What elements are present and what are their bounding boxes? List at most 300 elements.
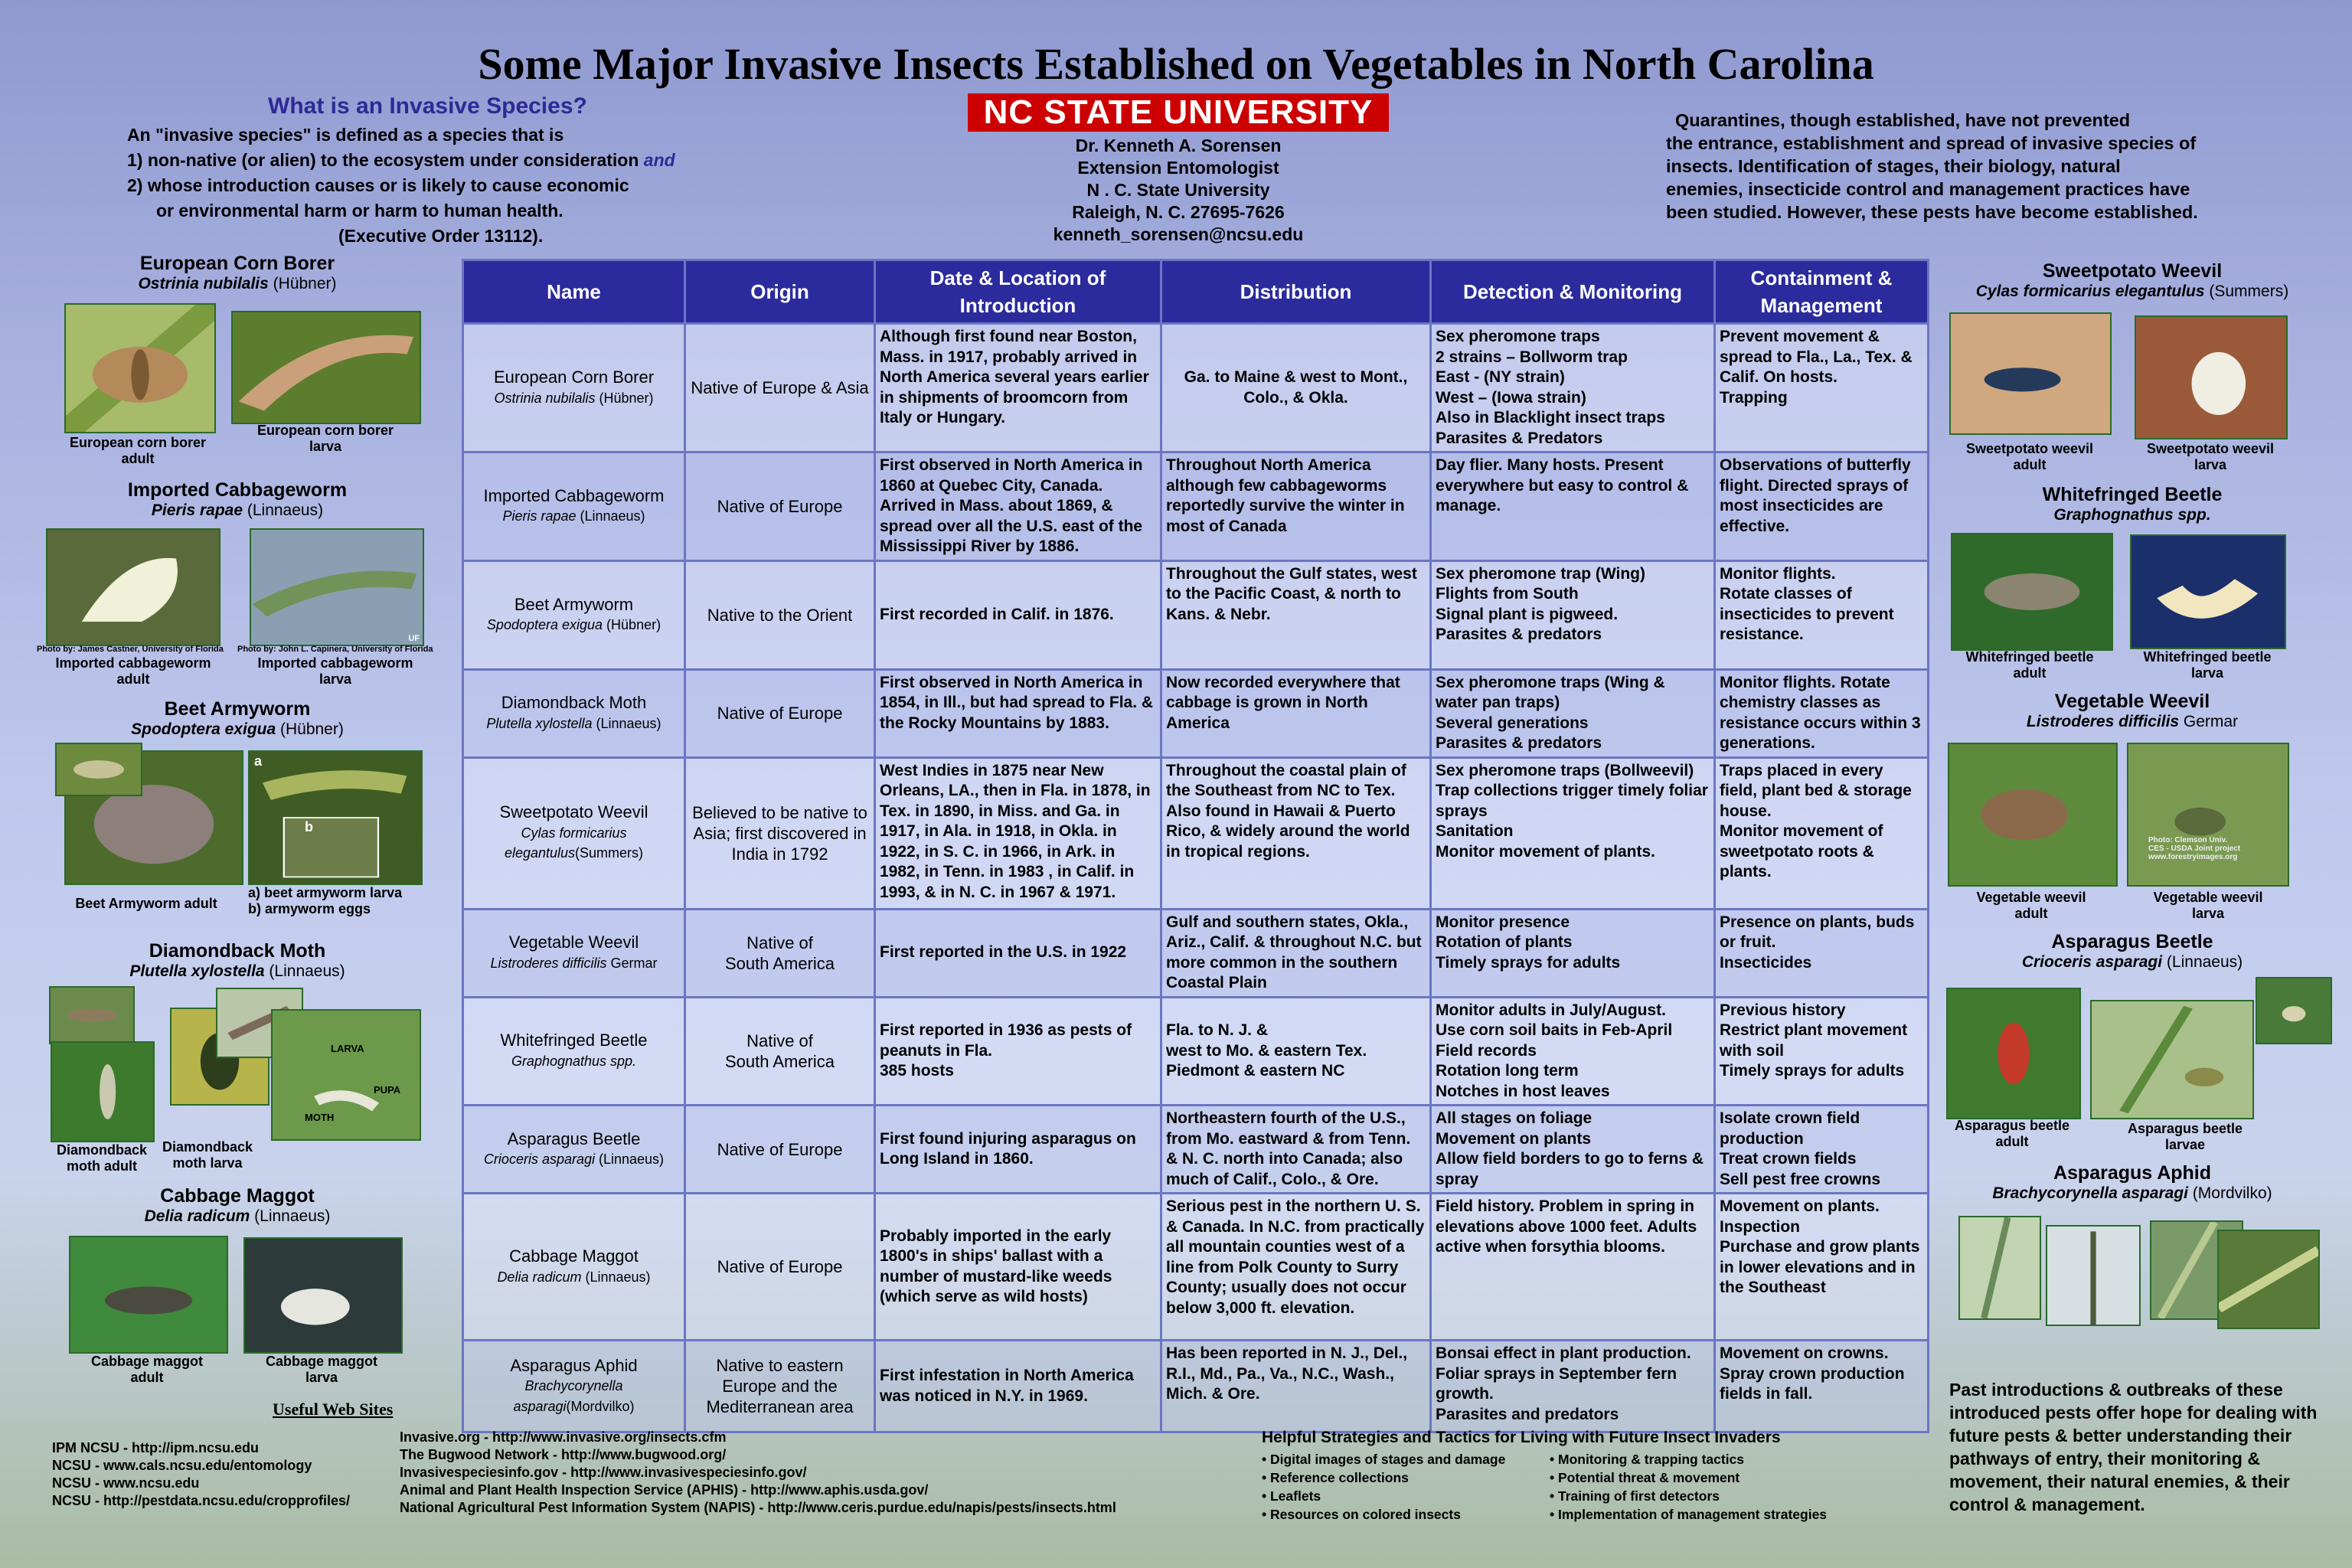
common-name: Sweetpotato Weevil	[499, 802, 648, 822]
distribution-text: Gulf and southern states, Okla., Ariz., Calif. & throughout N.C. but more common in the southern Coastal Plain	[1166, 913, 1422, 991]
cell-introduction	[875, 997, 1161, 1106]
strategies-col1	[1262, 1450, 1553, 1524]
distribution-text: Has been reported in N. J., Del., R.I., Md., Pa., Va., N.C., Wash., Mich. & Ore.	[1166, 1344, 1408, 1403]
web-link[interactable]: NCSU - www.ncsu.edu	[52, 1475, 200, 1491]
distribution-text: Ga. to Maine & west to Mont., Colo., & Okla.	[1184, 368, 1408, 407]
sci-author: (Linnaeus)	[592, 715, 662, 731]
sci-name: Listroderes difficilis	[2026, 713, 2180, 730]
detection-text: All stages on foliage Movement on plants Allow field borders to go to ferns & spray	[1436, 1109, 1704, 1188]
sci-author: (Linnaeus)	[250, 1207, 331, 1225]
detection-text: Sex pheromone traps 2 strains – Bollworm trap East - (NY strain) West – (Iowa strain) Also in Blacklight insect traps Parasites & Predators	[1436, 328, 1665, 447]
sci-author: (Summers)	[575, 845, 644, 861]
sci-author: (Hübner)	[276, 720, 344, 738]
strategy-item: • Implementation of management strategies	[1550, 1507, 1828, 1522]
table-row	[463, 669, 1929, 757]
common-name: Cabbage Maggot	[509, 1246, 639, 1266]
cell-name	[463, 1194, 685, 1341]
cell-name	[463, 324, 685, 452]
wfb-sciname	[1929, 506, 2335, 524]
sci-name-line	[468, 1267, 680, 1288]
cell-distribution	[1161, 1194, 1431, 1341]
spw-adult-caption: Sweetpotato weevil adult	[1965, 441, 2094, 472]
cell-detection	[1431, 909, 1715, 997]
sci-author: (Linnaeus)	[595, 1152, 665, 1167]
sci-name-line	[468, 615, 680, 635]
sci-name: Graphognathus spp.	[2053, 506, 2211, 524]
larva-label: LARVA	[331, 1043, 364, 1054]
icw-larva-photo	[250, 528, 424, 646]
wfb-title	[1929, 484, 2335, 524]
web-link[interactable]: NCSU - www.cals.ncsu.edu/entomology	[52, 1458, 312, 1473]
cm-title	[31, 1185, 444, 1226]
spw-heading: Sweetpotato Weevil	[2042, 260, 2223, 282]
origin-text: Native of Europe	[717, 496, 843, 516]
aa-photo-4	[2217, 1230, 2320, 1329]
pupa-label: PUPA	[374, 1084, 401, 1096]
ab-larvae-caption: Asparagus beetle larvae	[2127, 1121, 2243, 1152]
quarantine-line: insects. Identification of stages, their biology, natural	[1666, 156, 2121, 176]
web-link[interactable]: National Agricultural Pest Information System (NAPIS) - http://www.ceris.purdue.edu/napis/pests/insects.html	[400, 1500, 1116, 1515]
detection-text: Monitor presence Rotation of plants Timely sprays for adults	[1436, 913, 1621, 972]
helpful-strategies-heading: Helpful Strategies and Tactics for Living with Future Insect Invaders	[1262, 1429, 1781, 1446]
containment-text: Movement on crowns. Spray crown production fields in fall.	[1720, 1344, 1905, 1403]
cell-containment	[1715, 997, 1929, 1106]
dbm-sciname	[31, 962, 444, 981]
sci-author: (Mordvilko)	[566, 1398, 635, 1414]
intro-text: First reported in the U.S. in 1922	[880, 943, 1127, 962]
cell-containment	[1715, 1106, 1929, 1194]
intro-text: First reported in 1936 as pests of peanuts in Fla. 385 hosts	[880, 1021, 1132, 1080]
common-name: Imported Cabbageworm	[483, 485, 665, 505]
cell-detection	[1431, 1194, 1715, 1341]
photo-credit: Photo by: John L. Capinera, University of Florida	[237, 645, 433, 654]
cell-detection	[1431, 669, 1715, 757]
detection-text: Bonsai effect in plant production. Foliar sprays in September fern growth. Parasites and predators	[1436, 1344, 1691, 1423]
sci-name: Ostrinia nubilalis	[494, 390, 596, 406]
cell-name	[463, 560, 685, 669]
col-header-containment: Containment & Management	[1715, 260, 1929, 324]
sci-name: Cylas formicarius elegantulus	[504, 825, 627, 861]
origin-text: Native of South America	[724, 1031, 835, 1071]
ab-heading: Asparagus Beetle	[2051, 931, 2213, 952]
cell-detection	[1431, 560, 1715, 669]
strategy-item: • Digital images of stages and damage	[1262, 1452, 1506, 1467]
cell-origin	[685, 1341, 875, 1432]
ecb-larva-caption: European corn borer larva	[256, 423, 394, 454]
table-row	[463, 997, 1929, 1106]
sci-author: (Linnaeus)	[264, 962, 345, 980]
cell-detection	[1431, 1106, 1715, 1194]
vw-heading: Vegetable Weevil	[2054, 691, 2210, 712]
vw-larva-caption: Vegetable weevil larva	[2153, 890, 2263, 921]
ncsu-logo: NC STATE UNIVERSITY	[968, 93, 1389, 132]
definition-line: 2) whose introduction causes or is likely to cause economic	[127, 175, 629, 195]
sci-author: (Hübner)	[268, 275, 337, 292]
cell-name	[463, 1106, 685, 1194]
origin-text: Native of Europe	[717, 1139, 843, 1159]
strategy-item: • Reference collections	[1262, 1470, 1409, 1485]
spw-adult-photo	[1949, 312, 2112, 435]
ab-title	[1929, 931, 2335, 972]
intro-text: First recorded in Calif. in 1876.	[880, 605, 1114, 623]
cell-introduction	[875, 1106, 1161, 1194]
baw-sciname	[31, 720, 444, 739]
cell-origin	[685, 997, 875, 1106]
spw-title	[1929, 260, 2335, 301]
cell-detection	[1431, 324, 1715, 452]
cell-distribution	[1161, 757, 1431, 909]
sci-name: Delia radicum	[497, 1269, 582, 1285]
spw-larva-caption: Sweetpotato weevil larva	[2146, 441, 2275, 472]
sci-name: Cylas formicarius elegantulus	[1975, 283, 2205, 300]
cell-origin	[685, 1106, 875, 1194]
dbm-stages-photo	[271, 1009, 421, 1141]
icw-sciname	[31, 501, 444, 520]
distribution-text: Throughout the coastal plain of the Southeast from NC to Tex. Also found in Hawaii & Puerto Rico, & widely around the world in tropical regions.	[1166, 761, 1410, 861]
cell-detection	[1431, 997, 1715, 1106]
sci-name: Crioceris asparagi	[2021, 953, 2163, 971]
cell-name	[463, 669, 685, 757]
containment-text: Monitor flights. Rotate classes of insecticides to prevent resistance.	[1720, 564, 1894, 643]
cell-name	[463, 1341, 685, 1432]
aa-title	[1929, 1162, 2335, 1203]
sci-author: (Linnaeus)	[243, 501, 324, 519]
cm-adult-photo	[69, 1236, 228, 1354]
baw-moth-inset-photo	[55, 743, 142, 796]
sci-author: (Hübner)	[595, 390, 654, 406]
dbm-photo-1	[49, 986, 135, 1044]
strategies-col2	[1550, 1450, 1871, 1524]
aa-photo-2	[2046, 1225, 2141, 1326]
origin-text: Believed to be native to Asia; first discovered in India in 1792	[692, 802, 867, 864]
invasive-insects-table	[462, 259, 1929, 1433]
common-name: Beet Armyworm	[514, 594, 634, 614]
cell-name	[463, 757, 685, 909]
baw-larva-caption: a) beet armyworm larva b) armyworm eggs	[248, 885, 403, 916]
photo-credit: Photo: Clemson Univ. CES - USDA Joint project www.forestryimages.org	[2148, 836, 2241, 861]
ecb-larva-photo	[231, 311, 421, 424]
left-panel	[31, 253, 444, 293]
quarantine-line: the entrance, establishment and spread of invasive species of	[1666, 133, 2197, 153]
detection-text: Sex pheromone traps (Bollweevil) Trap collections trigger timely foliar sprays Sanitation Monitor movement of plants.	[1436, 761, 1708, 861]
sci-author: (Linnaeus)	[581, 1269, 651, 1285]
cell-introduction	[875, 1194, 1161, 1341]
web-link[interactable]: NCSU - http://pestdata.ncsu.edu/cropprofiles/	[52, 1493, 351, 1508]
sci-author: (Linnaeus)	[2162, 953, 2243, 971]
containment-text: Traps placed in every field, plant bed & storage house. Monitor movement of sweetpotato roots & plants.	[1720, 761, 1912, 880]
ecb-sciname	[31, 275, 444, 293]
cell-origin	[685, 452, 875, 561]
web-links-col1	[52, 1439, 389, 1510]
intro-text: First observed in North America in 1860 at Quebec City, Canada. Arrived in Mass. about 1869, & spread over all the U.S. east of the Mississippi River by 1886.	[880, 456, 1143, 555]
sci-name: Plutella xylostella	[129, 962, 265, 980]
sci-name: Pieris rapae	[502, 508, 577, 524]
aa-photo-1	[1958, 1216, 2041, 1320]
sci-name-line	[468, 1051, 680, 1072]
detection-text: Sex pheromone trap (Wing) Flights from South Signal plant is pigweed. Parasites & predators	[1436, 564, 1645, 643]
cell-distribution	[1161, 560, 1431, 669]
common-name: Asparagus Beetle	[507, 1129, 641, 1148]
spw-larva-photo	[2135, 315, 2288, 439]
dbm-heading: Diamondback Moth	[149, 940, 326, 962]
ecb-adult-photo	[64, 303, 216, 433]
definition-and: and	[643, 150, 675, 170]
sci-name: Brachycorynella asparagi	[513, 1378, 623, 1414]
cell-distribution	[1161, 909, 1431, 997]
quarantine-line: been studied. However, these pests have become established.	[1666, 202, 2198, 222]
containment-text: Prevent movement & spread to Fla., La., Tex. & Calif. On hosts. Trapping	[1720, 328, 1913, 407]
sci-name: Brachycorynella asparagi	[1992, 1184, 2188, 1202]
cell-origin	[685, 1194, 875, 1341]
sci-author: Germar	[606, 955, 658, 971]
cm-larva-photo	[243, 1237, 403, 1354]
web-link[interactable]: The Bugwood Network - http://www.bugwood.org/	[400, 1447, 727, 1462]
sci-name: Spodoptera exigua	[131, 720, 276, 738]
quarantine-text	[1666, 109, 2278, 224]
origin-text: Native of Europe & Asia	[691, 378, 869, 397]
vw-title	[1929, 691, 2335, 731]
containment-text: Presence on plants, buds or fruit. Insecticides	[1720, 913, 1915, 972]
cell-name	[463, 909, 685, 997]
intro-text: West Indies in 1875 near New Orleans, LA., then in Fla. in 1878, in Tex. in 1890, in Miss. and Ga. in 1917, in Ala. in 1918, in Okla. in 1922, in S. C. in 1966, in Ark. in 1982, in Tenn. in 1983 , in Calif. in 1993, & in N. C. in 1967 & 1971.	[880, 761, 1151, 901]
sci-name-line	[468, 388, 680, 409]
detection-text: Monitor adults in July/August. Use corn soil baits in Feb-April Field records Rotation long term Notches in host leaves	[1436, 1001, 1673, 1100]
common-name: Asparagus Aphid	[510, 1355, 638, 1375]
containment-text: Isolate crown field production Treat crown fields Sell pest free crowns	[1720, 1109, 1881, 1188]
containment-text: Movement on plants. Inspection Purchase and grow plants in lower elevations and in the Southeast	[1720, 1197, 1920, 1296]
origin-text: Native to the Orient	[707, 605, 853, 625]
definition-line: An "invasive species" is defined as a species that is	[127, 125, 564, 145]
cell-introduction	[875, 909, 1161, 997]
author-line: N . C. State University	[1086, 180, 1270, 200]
table-header-row	[463, 260, 1929, 324]
sci-author: (Summers)	[2204, 283, 2289, 300]
containment-text: Monitor flights. Rotate chemistry classes as resistance occurs within 3 generations.	[1720, 673, 1921, 752]
dbm-adult-caption: Diamondback moth adult	[56, 1142, 148, 1174]
cell-introduction	[875, 560, 1161, 669]
cell-containment	[1715, 1194, 1929, 1341]
cell-containment	[1715, 1341, 1929, 1432]
ecb-adult-caption: European corn borer adult	[69, 435, 207, 466]
baw-adult-caption: Beet Armyworm adult	[75, 896, 217, 911]
cell-detection	[1431, 757, 1715, 909]
table-row	[463, 324, 1929, 452]
poster-title: Some Major Invasive Insects Established on Vegetables in North Carolina	[478, 39, 1874, 89]
common-name: Diamondback Moth	[501, 693, 647, 712]
definition-line	[127, 148, 786, 173]
icw-adult-caption: Imported cabbageworm adult	[55, 655, 211, 687]
distribution-text: Now recorded everywhere that cabbage is grown in North America	[1166, 673, 1400, 732]
cell-containment	[1715, 452, 1929, 561]
invasive-definition	[127, 122, 786, 249]
quarantine-line: Quarantines, though established, have not prevented	[1675, 110, 2131, 130]
definition-line: or environmental harm or harm to human health.	[156, 201, 564, 220]
sci-name: Graphognathus spp.	[511, 1053, 637, 1069]
cell-name	[463, 452, 685, 561]
web-link[interactable]: Animal and Plant Health Inspection Service (APHIS) - http://www.aphis.usda.gov/	[400, 1482, 929, 1498]
cell-name	[463, 997, 685, 1106]
strategy-item: • Leaflets	[1262, 1488, 1321, 1504]
label-a: a	[254, 753, 263, 769]
web-links-col2	[400, 1429, 1196, 1517]
cell-distribution	[1161, 997, 1431, 1106]
cell-origin	[685, 669, 875, 757]
invasive-heading: What is an Invasive Species?	[268, 93, 587, 119]
label-b: b	[305, 819, 313, 835]
distribution-text: Throughout North America although few cabbageworms reportedly survive the winter in most of Canada	[1166, 456, 1405, 535]
strategy-item: • Resources on colored insects	[1262, 1507, 1461, 1522]
sci-name-line	[468, 1376, 680, 1416]
sci-author: (Linnaeus)	[576, 508, 645, 524]
web-link[interactable]: Invasivespeciesinfo.gov - http://www.invasivespeciesinfo.gov/	[400, 1465, 807, 1480]
intro-text: First observed in North America in 1854, in Ill., but had spread to Fla. & the Rocky Mountains by 1883.	[880, 673, 1154, 732]
uf-mark: UF	[408, 634, 420, 643]
ab-adult-photo	[1946, 988, 2081, 1119]
table-row	[463, 560, 1929, 669]
col-header-distribution: Distribution	[1161, 260, 1431, 324]
intro-text: Although first found near Boston, Mass. in 1917, probably arrived in North America several years earlier in shipments of broomcorn from Italy or Hungary.	[880, 328, 1149, 426]
origin-text: Native of Europe	[717, 1257, 843, 1276]
strategy-item: • Training of first detectors	[1550, 1488, 1720, 1504]
ab-adult-caption: Asparagus beetle adult	[1954, 1118, 2070, 1149]
sci-name: Listroderes difficilis	[490, 955, 607, 971]
cell-introduction	[875, 669, 1161, 757]
cell-introduction	[875, 757, 1161, 909]
distribution-text: Fla. to N. J. & west to Mo. & eastern Tex. Piedmont & eastern NC	[1166, 1021, 1367, 1080]
strategy-item: • Monitoring & trapping tactics	[1550, 1452, 1745, 1467]
wfb-adult-photo	[1951, 533, 2113, 651]
cell-containment	[1715, 909, 1929, 997]
aa-heading: Asparagus Aphid	[2053, 1162, 2212, 1184]
vw-sciname	[1929, 713, 2335, 731]
origin-text: Native of South America	[724, 933, 835, 973]
intro-text: First found injuring asparagus on Long Island in 1860.	[880, 1129, 1136, 1168]
detection-text: Field history. Problem in spring in elevations above 1000 feet. Adults active when forsythia blooms.	[1436, 1197, 1697, 1256]
common-name: Vegetable Weevil	[508, 933, 639, 952]
dbm-photo-2	[51, 1041, 155, 1142]
author-block	[968, 135, 1389, 246]
cell-containment	[1715, 324, 1929, 452]
icw-title	[31, 479, 444, 520]
sci-name-line	[468, 1149, 680, 1170]
cm-sciname	[31, 1207, 444, 1226]
moth-label: MOTH	[305, 1112, 335, 1123]
sci-name: Spodoptera exigua	[486, 617, 603, 632]
intro-text: First infestation in North America was noticed in N.Y. in 1969.	[880, 1367, 1134, 1405]
cm-heading: Cabbage Maggot	[160, 1185, 315, 1207]
wfb-adult-caption: Whitefringed beetle adult	[1965, 649, 2094, 681]
wfb-larva-photo	[2130, 534, 2286, 649]
photo-credit: Photo by: James Castner, University of Florida	[37, 645, 224, 654]
table-row	[463, 757, 1929, 909]
icw-adult-photo	[46, 528, 220, 646]
dbm-title	[31, 940, 444, 981]
strategy-item: • Potential threat & movement	[1550, 1470, 1740, 1485]
cell-origin	[685, 757, 875, 909]
containment-text: Observations of butterfly flight. Directed sprays of most insecticides are effective.	[1720, 456, 1911, 535]
cell-distribution	[1161, 669, 1431, 757]
sci-name-line	[468, 953, 680, 974]
common-name: Whitefringed Beetle	[500, 1031, 648, 1050]
cell-distribution	[1161, 1106, 1431, 1194]
cell-containment	[1715, 560, 1929, 669]
col-header-introduction: Date & Location of Introduction	[875, 260, 1161, 324]
cell-containment	[1715, 669, 1929, 757]
cell-origin	[685, 909, 875, 997]
table-row	[463, 909, 1929, 997]
cm-larva-caption: Cabbage maggot larva	[265, 1354, 377, 1385]
dbm-larva-caption: Diamondback moth larva	[162, 1139, 253, 1171]
sci-name-line	[468, 714, 680, 734]
icw-larva-caption: Imported cabbageworm larva	[257, 655, 413, 687]
distribution-text: Throughout the Gulf states, west to the Pacific Coast, & north to Kans. & Nebr.	[1166, 564, 1417, 623]
table-row	[463, 1341, 1929, 1432]
sci-name: Ostrinia nubilalis	[138, 275, 269, 292]
cell-detection	[1431, 1341, 1715, 1432]
cell-origin	[685, 324, 875, 452]
sci-author: Germar	[2179, 713, 2239, 730]
aa-sciname	[1929, 1184, 2335, 1203]
sci-name: Pieris rapae	[151, 501, 243, 519]
intro-text: Probably imported in the early 1800's in ships' ballast with a number of mustard-like weeds (which serve as wild hosts)	[880, 1227, 1112, 1305]
author-email: kenneth_sorensen@ncsu.edu	[1053, 224, 1304, 244]
sci-name: Delia radicum	[144, 1207, 250, 1225]
spw-sciname	[1929, 283, 2335, 301]
cell-distribution	[1161, 1341, 1431, 1432]
sci-name-line	[468, 823, 680, 864]
sci-name: Plutella xylostella	[486, 715, 593, 731]
table-row	[463, 1194, 1929, 1341]
table-row	[463, 452, 1929, 561]
col-header-detection: Detection & Monitoring	[1431, 260, 1715, 324]
cell-introduction	[875, 452, 1161, 561]
containment-text: Previous history Restrict plant movement with soil Timely sprays for adults	[1720, 1001, 1908, 1080]
distribution-text: Serious pest in the northern U. S. & Canada. In N.C. from practically all mountain counties west of a line from Polk County to Surry County; usually does not occur below 3,000 ft. elevation.	[1166, 1197, 1425, 1317]
author-line: Dr. Kenneth A. Sorensen	[1075, 136, 1282, 155]
baw-larva-eggs-photo	[248, 750, 423, 885]
table-row	[463, 1106, 1929, 1194]
sci-author: (Hübner)	[603, 617, 662, 632]
baw-heading: Beet Armyworm	[164, 698, 311, 720]
definition-text: 1) non-native (or alien) to the ecosystem under consideration	[127, 150, 639, 170]
col-header-name: Name	[463, 260, 685, 324]
wfb-larva-caption: Whitefringed beetle larva	[2143, 649, 2272, 681]
vw-adult-caption: Vegetable weevil adult	[1976, 890, 2086, 921]
web-link[interactable]: IPM NCSU - http://ipm.ncsu.edu	[52, 1440, 259, 1455]
detection-text: Sex pheromone traps (Wing & water pan traps) Several generations Parasites & predators	[1436, 673, 1665, 752]
web-link[interactable]: Invasive.org - http://www.invasive.org/insects.cfm	[400, 1429, 727, 1445]
ab-larvae-photo	[2090, 1000, 2254, 1119]
ecb-heading: European Corn Borer	[139, 253, 335, 274]
col-header-origin: Origin	[685, 260, 875, 324]
sci-name: Crioceris asparagi	[483, 1152, 595, 1167]
baw-title	[31, 698, 444, 739]
icw-heading: Imported Cabbageworm	[127, 479, 348, 501]
author-line: Raleigh, N. C. 27695-7626	[1072, 202, 1285, 222]
cell-distribution	[1161, 324, 1431, 452]
cell-origin	[685, 560, 875, 669]
origin-text: Native of Europe	[717, 704, 843, 723]
cm-adult-caption: Cabbage maggot adult	[90, 1354, 203, 1385]
author-line: Extension Entomologist	[1077, 158, 1279, 178]
cell-containment	[1715, 757, 1929, 909]
common-name: European Corn Borer	[493, 368, 655, 387]
quarantine-line: enemies, insecticide control and management practices have	[1666, 179, 2190, 199]
detection-text: Day flier. Many hosts. Present everywhere but easy to control & manage.	[1436, 456, 1689, 514]
sci-name-line	[468, 506, 680, 527]
wfb-heading: Whitefringed Beetle	[2042, 484, 2223, 505]
origin-text: Native to eastern Europe and the Mediterranean area	[706, 1356, 854, 1416]
